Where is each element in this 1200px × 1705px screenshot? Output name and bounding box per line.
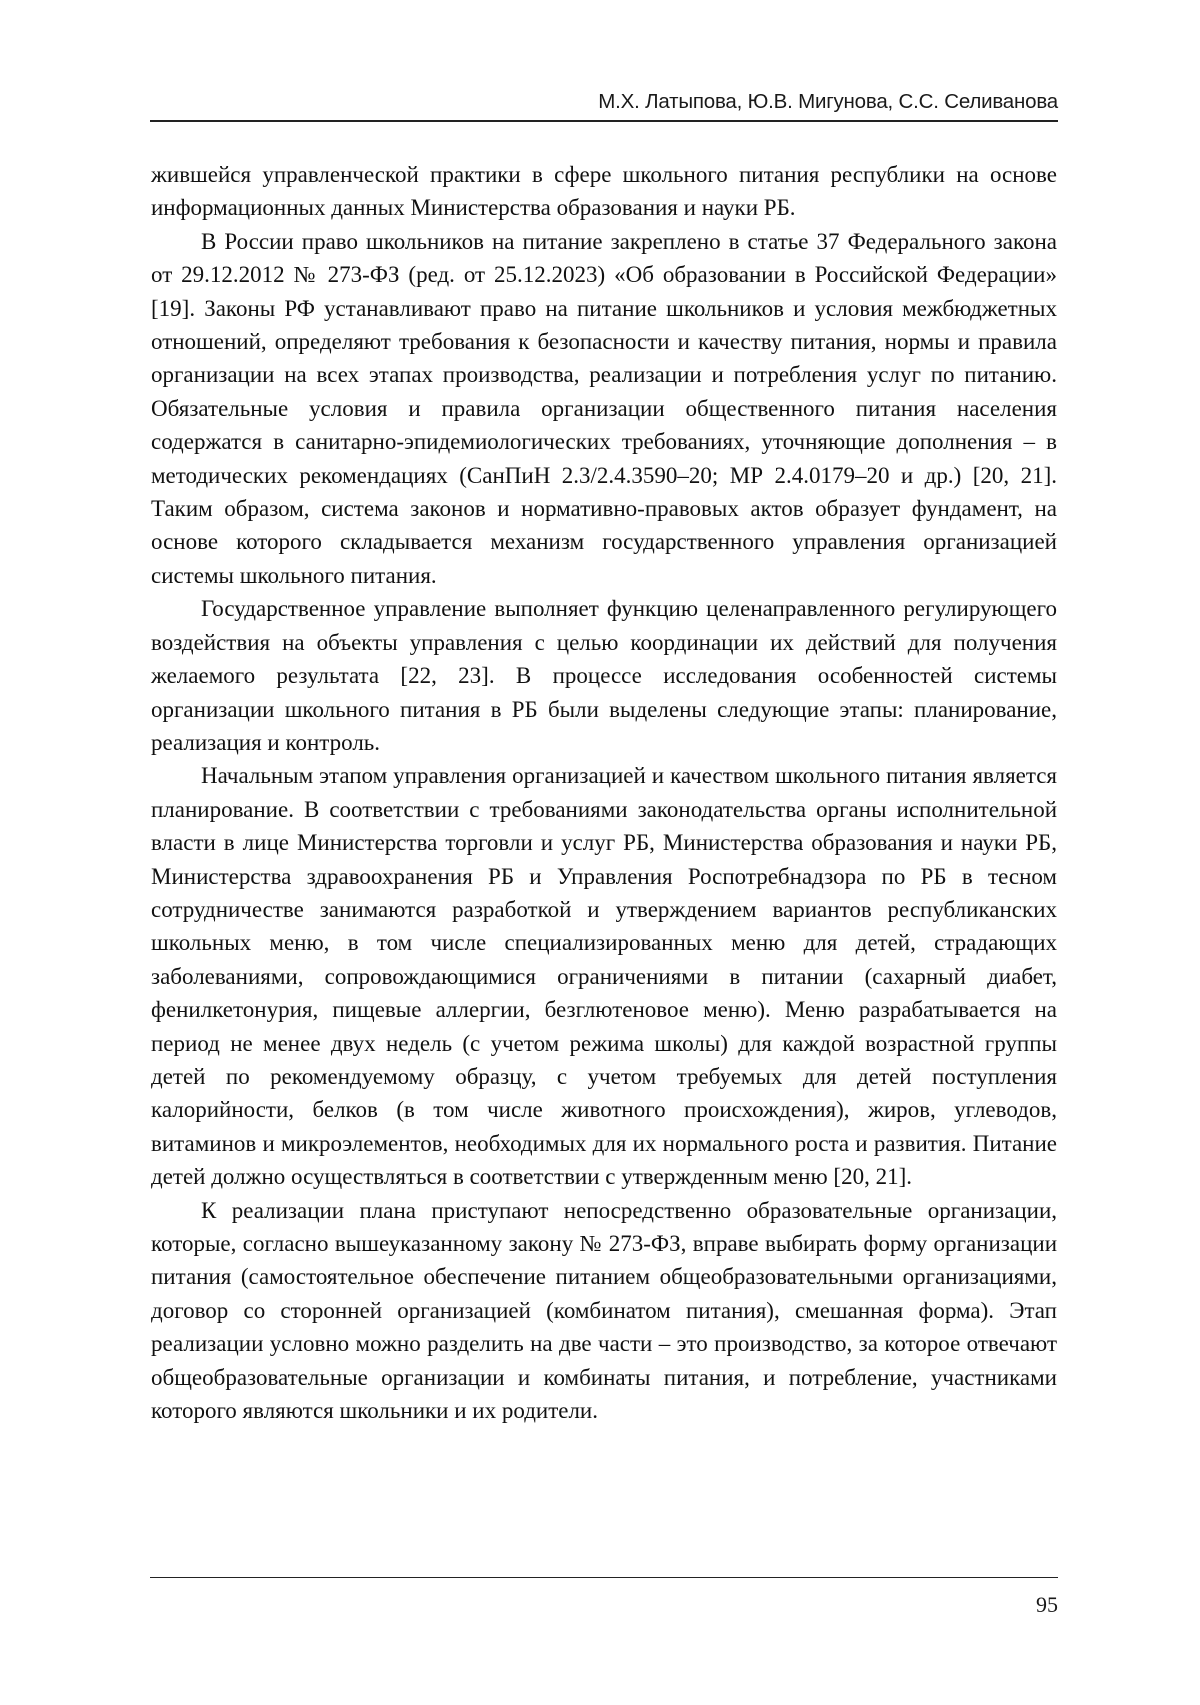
header-rule [150, 120, 1058, 122]
paragraph-planning: Начальным этапом управления организацией и качеством школьного питания является планирование. В соответствии с требованиями законодательства органы исполнительной власти в лице Министерства торговли и услуг РБ, Министерства образования и науки РБ, Министерства здравоохранения РБ и Управления Роспотребнадзора по РБ в тесном сотрудничестве занимаются разработкой и утверждением вариантов республиканских школьных меню, в том числе специализированных меню для детей, страдающих заболеваниями, сопровождающимися ограничениями в питании (сахарный диабет, фенилкетонурия, пищевые аллергии, безглютеновое меню). Меню разрабатывается на период не менее двух недель (с учетом режима школы) для каждой возрастной группы детей по рекомендуемому образцу, с учетом требуемых для детей поступления калорийности, белков (в том числе животного происхождения), жиров, углеводов, витаминов и микроэлементов, необходимых для их нормального роста и развития. Питание детей должно осуществляться в соответствии с утвержденным меню [20, 21]. [151, 759, 1057, 1193]
body-text [151, 158, 1057, 1427]
paragraph-implementation: К реализации плана приступают непосредственно образовательные организации, которые, согласно вышеуказанному закону № 273-ФЗ, вправе выбирать форму организации питания (самостоятельное обеспечение питанием общеобразовательными организациями, договор со сторонней организацией (комбинатом питания), смешанная форма). Этап реализации условно можно разделить на две части – это производство, за которое отвечают общеобразовательные организации и комбинаты питания, и потребление, участниками которого являются школьники и их родители. [151, 1194, 1057, 1428]
paragraph-continuation: жившейся управленческой практики в сфере школьного питания республики на основе информационных данных Министерства образования и науки РБ. [151, 158, 1057, 225]
running-header-authors: М.Х. Латыпова, Ю.В. Мигунова, С.С. Селиванова [150, 90, 1058, 126]
paragraph-state-management: Государственное управление выполняет функцию целенаправленного регулирующего воздействия на объекты управления с целью координации их действий для получения желаемого результата [22, 23]. В процессе исследования особенностей системы организации школьного питания в РБ были выделены следующие этапы: планирование, реализация и контроль. [151, 592, 1057, 759]
paragraph-legal-basis: В России право школьников на питание закреплено в статье 37 Федерального закона от 29.12.2012 № 273-ФЗ (ред. от 25.12.2023) «Об образовании в Российской Федерации» [19]. Законы РФ устанавливают право на питание школьников и условия межбюджетных отношений, определяют требования к безопасности и качеству питания, нормы и правила организации на всех этапах производства, реализации и потребления услуг по питанию. Обязательные условия и правила организации общественного питания населения содержатся в санитарно-эпидемиологических требованиях, уточняющие дополнения – в методических рекомендациях (СанПиН 2.3/2.4.3590–20; МР 2.4.0179–20 и др.) [20, 21]. Таким образом, система законов и нормативно-правовых актов образует фундамент, на основе которого складывается механизм государственного управления организацией системы школьного питания. [151, 225, 1057, 592]
document-page [0, 0, 1200, 1705]
page-number: 95 [150, 1592, 1058, 1618]
footer-rule [150, 1577, 1058, 1578]
